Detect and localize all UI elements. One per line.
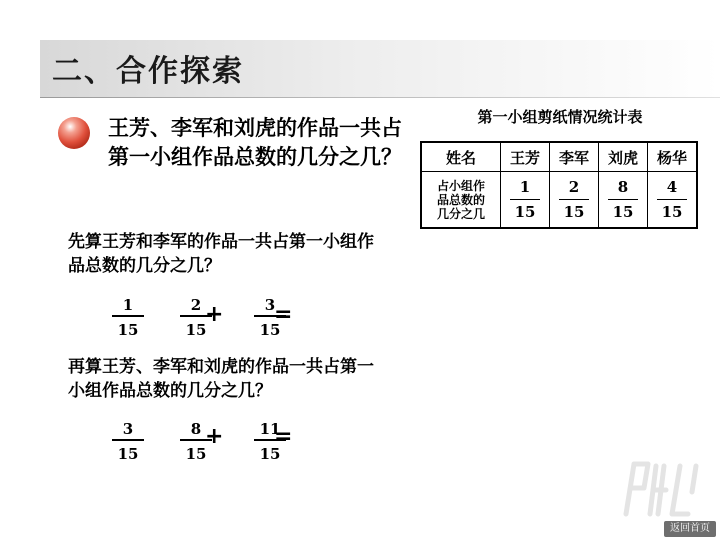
step2-fraction-2-denominator: 15 [185,445,207,463]
cell-numerator: 1 [519,178,531,196]
step2-fraction-1 [110,419,146,465]
page-title: 二、合作探索 [52,54,244,89]
header-cell-yanghua: 杨华 [648,142,698,172]
value-cell-yanghua [648,172,698,229]
cell-numerator: 4 [666,178,678,196]
step1-fraction-1 [110,295,146,341]
watermark-logo-icon [612,452,708,522]
table-row-fraction [421,172,697,229]
step2-fraction-3-denominator: 15 [259,445,281,463]
step1-fraction-3-numerator: 3 [264,296,276,314]
step1-fraction-3-denominator: 15 [259,321,281,339]
question-text: 王芳、李军和刘虎的作品一共占第一小组作品总数的几分之几？ [108,116,402,169]
step1-fraction-1-numerator: 1 [122,296,134,314]
step2-fraction-3-numerator: 11 [259,420,281,438]
step2-equals-sign: = [274,424,293,449]
fraction-bar [559,199,589,200]
fraction-bar [657,199,687,200]
step1-fraction-1-denominator: 15 [117,321,139,339]
header-cell-name: 姓名 [421,142,501,172]
value-cell-lijun [550,172,599,229]
step2-plus-sign: + [205,424,224,449]
cell-denominator: 15 [514,203,536,221]
cell-numerator: 8 [617,178,629,196]
row-label-line: 占小组作 [436,178,485,193]
cell-numerator: 2 [568,178,580,196]
table-title: 第一小组剪纸情况统计表 [477,108,643,126]
back-home-button[interactable]: 返回首页 [664,521,716,537]
step2-fraction-1-numerator: 3 [122,420,134,438]
step1-plus-sign: + [205,302,224,327]
step2-fraction-2-numerator: 8 [190,420,202,438]
cell-denominator: 15 [612,203,634,221]
value-cell-liuhu [599,172,648,229]
row-label-line: 品总数的 [436,192,485,207]
value-cell-wangfang [501,172,550,229]
header-cell-wangfang: 王芳 [501,142,550,172]
fraction-bar [608,199,638,200]
row-label-line: 几分之几 [436,206,485,221]
table-header-row [421,142,697,172]
step1-text: 先算王芳和李军的作品一共占第一小组作品总数的几分之几？ [68,232,374,276]
cell-denominator: 15 [563,203,585,221]
step1-fraction-2-denominator: 15 [185,321,207,339]
step2-text: 再算王芳、李军和刘虎的作品一共占第一小组作品总数的几分之几？ [68,357,374,401]
row-label-cell [421,172,501,229]
header-cell-lijun: 李军 [550,142,599,172]
cell-denominator: 15 [661,203,683,221]
fraction-bar [510,199,540,200]
title-divider [40,97,720,98]
step1-fraction-2-numerator: 2 [190,296,202,314]
step1-equals-sign: = [274,302,293,327]
stats-table [420,141,698,229]
step2-fraction-1-denominator: 15 [117,445,139,463]
header-cell-liuhu: 刘虎 [599,142,648,172]
bullet-ball-icon [57,116,91,150]
